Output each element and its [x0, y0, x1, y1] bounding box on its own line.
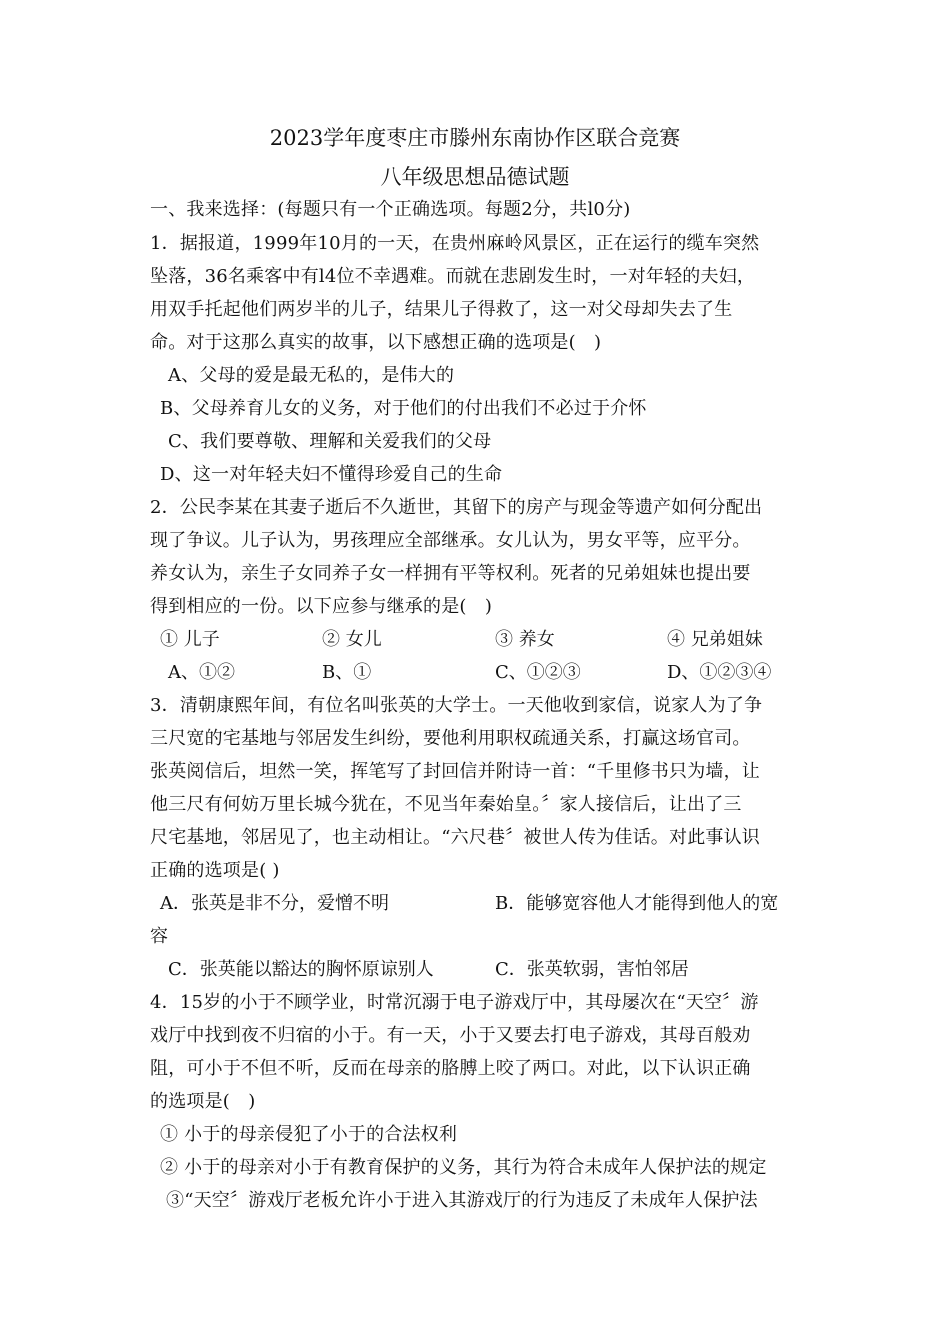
q2-item-4: ④ 兄弟姐妹	[667, 629, 763, 650]
exam-subtitle: 八年级思想品德试题	[380, 165, 570, 189]
q3-line-3: 张英阅信后，坦然一笑，挥笔写了封回信并附诗一首：“千里修书只为墙，让	[150, 761, 760, 782]
q3-option-b-continued: 容	[150, 926, 169, 947]
q2-option-b: B、①	[322, 662, 372, 683]
q1-option-b: B、父母养育儿女的义务，对于他们的付出我们不必过于介怀	[160, 398, 647, 419]
exam-title: 2023学年度枣庄市滕州东南协作区联合竞赛	[269, 126, 681, 150]
q2-line-4: 得到相应的一份。以下应参与继承的是( )	[150, 596, 493, 617]
q4-item-3: ③“天空〞游戏厅老板允许小于进入其游戏厅的行为违反了未成年人保护法	[166, 1190, 758, 1211]
q1-line-2: 坠落，36名乘客中有l4位不幸遇难。而就在悲剧发生时，一对年轻的夫妇，	[150, 266, 756, 287]
q2-item-1: ① 儿子	[160, 629, 220, 650]
q1-option-c: C、我们要尊敬、理解和关爱我们的父母	[168, 431, 492, 452]
q2-line-3: 养女认为，亲生子女同养子女一样拥有平等权利。死者的兄弟姐妹也提出要	[150, 563, 751, 584]
q3-option-b: B．能够宽容他人才能得到他人的宽	[495, 893, 779, 914]
q2-option-a: A、①②	[168, 662, 235, 683]
q3-line-5: 尺宅基地，邻居见了，也主动相让。“六尺巷〞被世人传为佳话。对此事认识	[150, 827, 760, 848]
q4-item-1: ① 小于的母亲侵犯了小于的合法权利	[160, 1124, 458, 1145]
q1-line-1: 1．据报道，1999年10月的一天，在贵州麻岭风景区，正在运行的缆车突然	[150, 233, 760, 254]
q1-line-3: 用双手托起他们两岁半的儿子，结果儿子得救了，这一对父母却失去了生	[150, 299, 733, 320]
q3-option-d: C．张英软弱，害怕邻居	[495, 959, 689, 980]
section-heading: 一、我来选择：(每题只有一个正确选项。每题2分，共l0分)	[150, 199, 631, 220]
q3-line-2: 三尺宽的宅基地与邻居发生纠纷，要他利用职权疏通关系，打赢这场官司。	[150, 728, 751, 749]
q3-option-a: A．张英是非不分，爱憎不明	[160, 893, 389, 914]
q2-option-d: D、①②③④	[667, 662, 772, 683]
q1-option-a: A、父母的爱是最无私的，是伟大的	[168, 365, 455, 386]
q1-line-4: 命。对于这那么真实的故事，以下感想正确的选项是( )	[150, 332, 602, 353]
q2-option-c: C、①②③	[495, 662, 581, 683]
q2-item-3: ③ 养女	[495, 629, 555, 650]
q3-line-6: 正确的选项是( )	[150, 860, 280, 881]
q2-line-1: 2．公民李某在其妻子逝后不久逝世，其留下的房产与现金等遗产如何分配出	[150, 497, 763, 518]
q2-item-2: ② 女儿	[322, 629, 382, 650]
q4-line-4: 的选项是( )	[150, 1091, 256, 1112]
q3-option-c: C．张英能以豁达的胸怀原谅别人	[168, 959, 434, 980]
q3-line-4: 他三尺有何妨万里长城今犹在，不见当年秦始皇。〞家人接信后，让出了三	[150, 794, 742, 815]
q4-line-2: 戏厅中找到夜不归宿的小于。有一天，小于又要去打电子游戏，其母百般劝	[150, 1025, 751, 1046]
q1-option-d: D、这一对年轻夫妇不懂得珍爱自己的生命	[160, 464, 503, 485]
q4-line-1: 4．15岁的小于不顾学业，时常沉溺于电子游戏厅中，其母屡次在“天空〞游	[150, 992, 759, 1013]
q3-line-1: 3．清朝康熙年间，有位名叫张英的大学士。一天他收到家信，说家人为了争	[150, 695, 763, 716]
q4-line-3: 阻，可小于不但不听，反而在母亲的胳膊上咬了两口。对此，以下认识正确	[150, 1058, 751, 1079]
q4-item-2: ② 小于的母亲对小于有教育保护的义务，其行为符合未成年人保护法的规定	[160, 1157, 767, 1178]
q2-line-2: 现了争议。儿子认为，男孩理应全部继承。女儿认为，男女平等，应平分。	[150, 530, 751, 551]
